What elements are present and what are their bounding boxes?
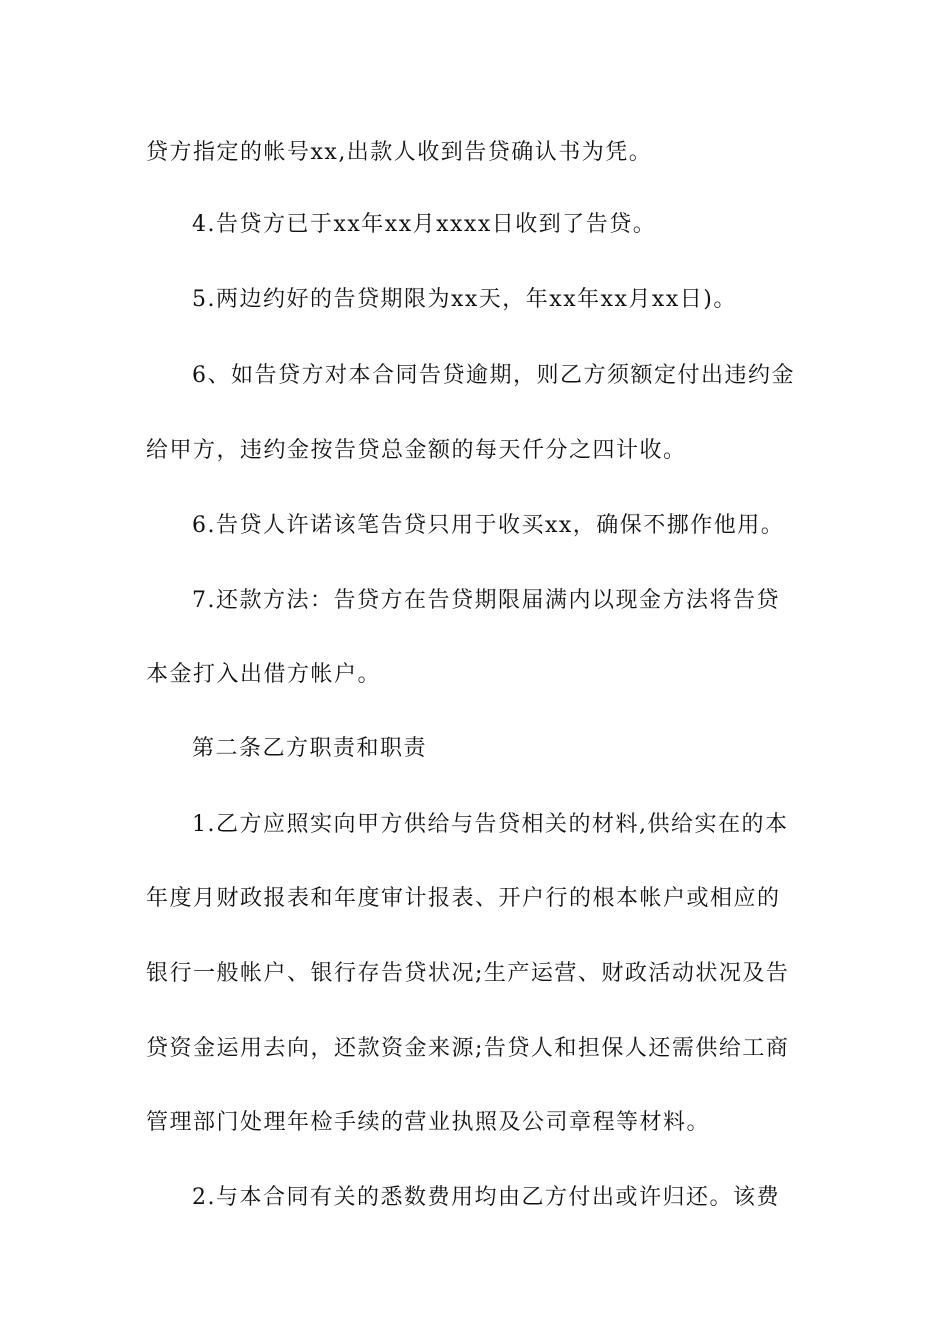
section-heading: 第二条乙方职责和职责 — [192, 736, 428, 761]
text-line-5: 给甲方，违约金按告贷总金额的每天仟分之四计收。 — [146, 438, 687, 463]
text-line-7: 7.还款方法：告贷方在告贷期限届满内以现金方法将告贷 — [192, 588, 780, 613]
text-line-2: 4.告贷方已于xx年xx月xxxx日收到了告贷。 — [192, 212, 657, 237]
text-line-15: 2.与本合同有关的悉数费用均由乙方付出或许归还。该费 — [192, 1185, 780, 1210]
text-line-6: 6.告贷人许诺该笔告贷只用于收买xx，确保不挪作他用。 — [192, 513, 785, 538]
text-line-8: 本金打入出借方帐户。 — [146, 662, 382, 687]
text-line-14: 管理部门处理年检手续的营业执照及公司章程等材料。 — [146, 1110, 711, 1135]
text-line-11: 年度月财政报表和年度审计报表、开户行的根本帐户或相应的 — [146, 886, 781, 911]
text-line-3: 5.两边约好的告贷期限为xx天，年xx年xx月xx日)。 — [192, 287, 737, 312]
text-line-4: 6、如告贷方对本合同告贷逾期，则乙方须额定付出违约金 — [192, 363, 795, 388]
text-line-1: 贷方指定的帐号xx,出款人收到告贷确认书为凭。 — [146, 140, 653, 165]
text-line-12: 银行一般帐户、银行存告贷状况;生产运营、财政活动状况及告 — [146, 961, 790, 986]
text-line-10: 1.乙方应照实向甲方供给与告贷相关的材料,供给实在的本 — [192, 812, 789, 837]
text-line-13: 贷资金运用去向，还款资金来源;告贷人和担保人还需供给工商 — [146, 1036, 790, 1061]
